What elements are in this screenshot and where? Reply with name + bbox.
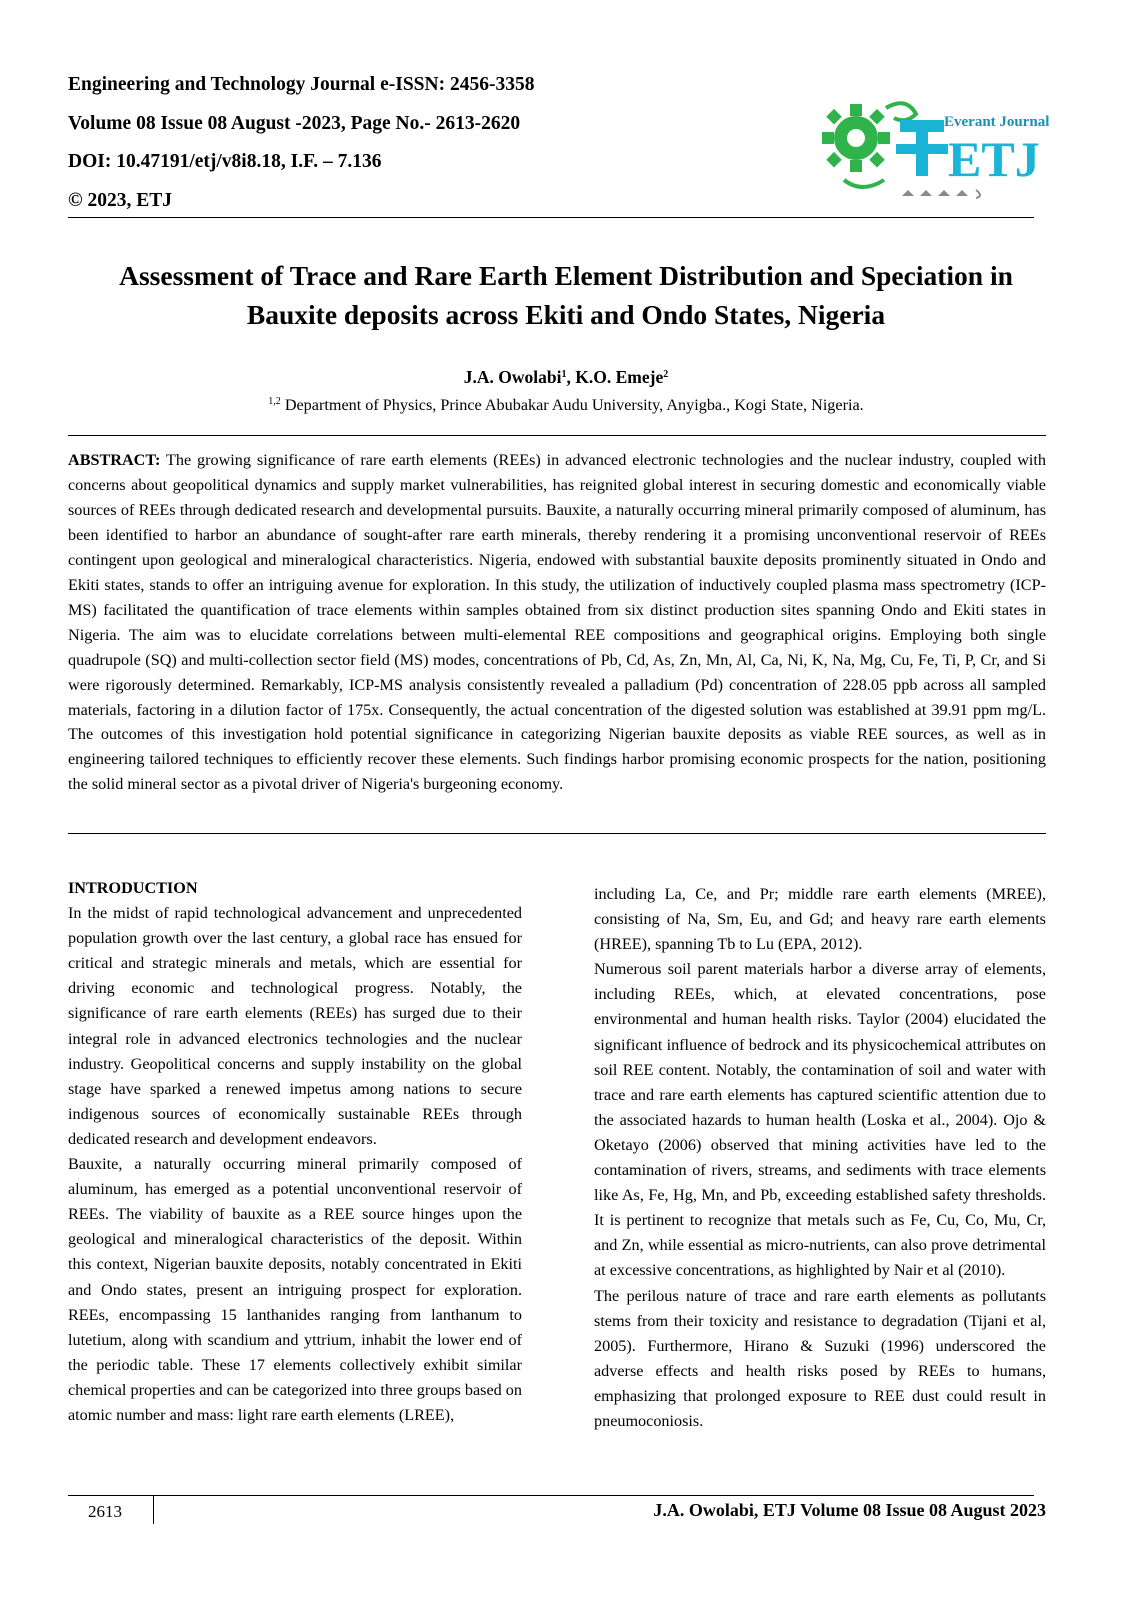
- affiliation-text: Department of Physics, Prince Abubakar Audu University, Anyigba., Kogi State, Nigeria.: [284, 396, 864, 414]
- logo-text-top: Everant Journal: [944, 114, 1050, 130]
- authors: [0, 366, 1132, 388]
- affiliation: [0, 394, 1132, 416]
- author-1-sup: 1: [561, 369, 567, 380]
- journal-issn-line: Engineering and Technology Journal e-ISSN: 2456-3358: [68, 74, 535, 95]
- right-paragraph-3: The perilous nature of trace and rare earth elements as pollutants stems from their toxicity and resistance to degradation (Tijani et al, 2005). Furthermore, Hirano & Suzuki (1996) underscored the adverse effects and health risks posed by REEs to humans, emphasizing that prolonged exposure to REE dust could result in pneumoconiosis.: [594, 1286, 1046, 1430]
- body-right-column: [594, 882, 1046, 1434]
- copyright-line: © 2023, ETJ: [68, 189, 172, 211]
- abstract-text: The growing significance of rare earth elements (REEs) in advanced electronic technologies and the nuclear industry, coupled with concerns about geopolitical dynamics and supply market vulnerabilities, has reignited global interest in securing domestic and economically viable sources of REEs through dedicated research and developmental pursuits. Bauxite, a naturally occurring mineral primarily composed of aluminum, has been identified to harbor an abundance of sought-after rare earth minerals, thereby rendering it a promising unconventional reservoir of REEs contingent upon geological and mineralogical characteristics. Nigeria, endowed with substantial bauxite deposits prominently situated in Ondo and Ekiti states, stands to offer an intriguing avenue for exploration. In this study, the utilization of inductively coupled plasma mass spectrometry (ICP-MS) facilitated the quantification of trace elements within samples obtained from six distinct production sites spanning Ondo and Ekiti states in Nigeria. The aim was to elucidate correlations between multi-elemental REE compositions and geographical origins. Employing both single quadrupole (SQ) and multi-collection sector field (MS) modes, concentrations of Pb, Cd, As, Zn, Mn, Al, Ca, Ni, K, Na, Mg, Cu, Fe, Ti, P, Cr, and Si were rigorously determined. Remarkably, ICP-MS analysis consistently revealed a palladium (Pd) concentration of 228.05 ppb across all sampled materials, factoring in a dilution factor of 175x. Consequently, the actual concentration of the digested solution was established at 39.91 ppm mg/L. The outcomes of this investigation hold potential significance in categorizing Nigerian bauxite deposits as viable REE sources, as well as in engineering tailored techniques to efficiently recover these elements. Such findings harbor promising economic prospects for the nation, positioning the solid mineral sector as a pivotal driver of Nigeria's burgeoning economy.: [68, 451, 1046, 794]
- abstract: [68, 448, 1046, 797]
- author-separator: ,: [566, 367, 576, 387]
- volume-line: Volume 08 Issue 08 August -2023, Page No.- 2613-2620: [68, 112, 521, 134]
- author-1: J.A. Owolabi: [463, 367, 562, 387]
- right-paragraph-1: including La, Ce, and Pr; middle rare earth elements (MREE), consisting of Na, Sm, Eu, and Gd; and heavy rare earth elements (HREE), spanning Tb to Lu (EPA, 2012).: [594, 885, 1046, 954]
- gear-icon: [822, 104, 890, 172]
- etj-logo: [816, 88, 1050, 206]
- doi-line: DOI: 10.47191/etj/v8i8.18, I.F. – 7.136: [68, 151, 382, 172]
- page-number: 2613: [88, 1502, 122, 1521]
- footer-rule: [68, 1495, 1034, 1496]
- logo-text-main: ETJ: [948, 131, 1040, 187]
- right-paragraph-2: Numerous soil parent materials harbor a diverse array of elements, including REEs, which, at elevated concentrations, pose environmental and human health risks. Taylor (2004) elucidated the significant influence of bedrock and its physicochemical attributes on soil REE content. Notably, the contamination of soil and water with trace and rare earth elements has captured scientific attention due to the associated hazards to human health (Loska et al., 2004). Ojo & Oketayo (2006) observed that mining activities have led to the contamination of rivers, streams, and sediments with trace elements like As, Fe, Hg, Mn, and Pb, exceeding established safety thresholds. It is pertinent to recognize that metals such as Fe, Cu, Co, Mu, Cr, and Zn, while essential as micro-nutrients, can also prove detrimental at excessive concentrations, as highlighted by Nair et al (2010).: [594, 960, 1046, 1280]
- footer-running-text: J.A. Owolabi, ETJ Volume 08 Issue 08 August 2023: [653, 1500, 1046, 1520]
- footer-divider: [153, 1496, 154, 1524]
- title-line-2: Bauxite deposits across Ekiti and Ondo States, Nigeria: [246, 299, 886, 330]
- left-paragraph-2: Bauxite, a naturally occurring mineral primarily composed of aluminum, has emerged as a potential unconventional reservoir of REEs. The viability of bauxite as a REE source hinges upon the geological and mineralogical characteristics of the deposit. Within this context, Nigerian bauxite deposits, notably concentrated in Ekiti and Ondo states, present an intriguing prospect for exploration. REEs, encompassing 15 lanthanides ranging from lanthanum to lutetium, along with scandium and yttrium, inhabit the lower end of the periodic table. These 17 elements collectively exhibit similar chemical properties and can be categorized into three groups based on atomic number and mass: light rare earth elements (LREE),: [68, 1155, 522, 1424]
- title-line-1: Assessment of Trace and Rare Earth Element Distribution and Speciation in: [119, 260, 1013, 291]
- body-left-column: [68, 876, 522, 1428]
- abstract-bottom-rule: [68, 833, 1046, 834]
- author-2-sup: 2: [663, 369, 669, 380]
- introduction-heading: INTRODUCTION: [68, 879, 198, 897]
- affiliation-sup: 1,2: [268, 396, 281, 407]
- abstract-top-rule: [68, 435, 1046, 436]
- paper-title: [40, 256, 1092, 334]
- header-rule: [68, 217, 1034, 218]
- author-2: K.O. Emeje: [575, 367, 664, 387]
- journal-header: [68, 66, 788, 220]
- left-paragraph-1: In the midst of rapid technological advancement and unprecedented population growth over the last century, a global race has ensued for critical and strategic minerals and metals, which are essential for driving economic and technological progress. Notably, the significance of rare earth elements (REEs) has surged due to their integral role in advanced electronics technologies and the nuclear industry. Geopolitical concerns and supply instability on the global stage have sparked a renewed impetus among nations to secure indigenous sources of economically sustainable REEs through dedicated research and development endeavors.: [68, 904, 522, 1148]
- abstract-label: ABSTRACT:: [68, 451, 161, 469]
